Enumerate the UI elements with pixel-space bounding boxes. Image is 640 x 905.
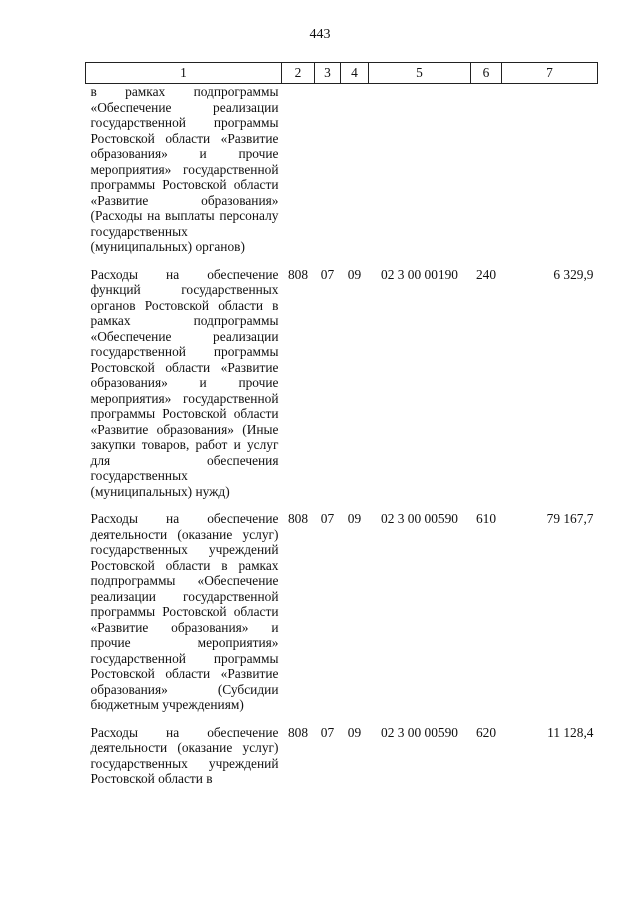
- row-section: 07: [320, 511, 335, 526]
- table-body: [86, 84, 598, 799]
- row-type: 240: [475, 266, 497, 282]
- row-subsection: 09: [347, 511, 362, 526]
- row-section: [315, 84, 341, 267]
- row-subsection: 09: [347, 724, 362, 740]
- row-description: Расходы на обеспечение деятельности (оказание услуг) государственных учреждений Ростовской области в: [90, 724, 279, 786]
- row-amount: [502, 84, 598, 267]
- row-description: Расходы на обеспечение деятельности (оказание услуг) государственных учреждений Ростовской области в рамках подпрограммы «Обеспечение реализации государственной программы Ростовской области «Развитие образования» и прочие мероприятия» государственной программы Ростовской области «Развитие образования» (Субсидии бюджетным учреждениям): [90, 511, 279, 712]
- row-amount: 79 167,7: [546, 511, 594, 526]
- row-target: 02 3 00 00190: [381, 266, 458, 282]
- row-amount: 11 128,4: [547, 724, 594, 740]
- row-target: 02 3 00 00590: [381, 724, 458, 740]
- row-ministry: 808: [287, 724, 309, 740]
- column-header-amount: 7: [502, 63, 598, 84]
- row-subsection: 09: [347, 266, 362, 282]
- row-ministry: [282, 84, 315, 267]
- table-row: [86, 84, 598, 267]
- row-type: 620: [475, 724, 497, 740]
- column-header-target: 5: [369, 63, 471, 84]
- column-header-description: 1: [86, 63, 282, 84]
- row-ministry: 808: [287, 266, 309, 282]
- row-amount: 6 329,9: [553, 266, 594, 282]
- row-section: 07: [320, 266, 335, 282]
- budget-table: [85, 62, 598, 799]
- row-target: 02 3 00 00590: [381, 511, 458, 526]
- row-description: в рамках подпрограммы «Обеспечение реализации государственной программы Ростовской области «Развитие образования» и прочие мероприятия» государственной программы Ростовской области «Развитие образования» (Расходы на выплаты персоналу государственных (муниципальных) органов): [90, 84, 279, 254]
- table-row: [86, 725, 598, 799]
- row-description: Расходы на обеспечение функций государственных органов Ростовской области в рамках подпрограммы «Обеспечение реализации государственной программы Ростовской области «Развитие образования» и прочие мероприятия» государственной программы Ростовской области «Развитие образования» (Иные закупки товаров, работ и услуг для обеспечения государственных (муниципальных) нужд): [90, 266, 279, 499]
- table-row: [86, 511, 598, 725]
- column-header-ministry: 2: [282, 63, 315, 84]
- page-number: 443: [309, 27, 331, 42]
- column-header-subsection: 4: [341, 63, 369, 84]
- column-header-section: 3: [315, 63, 341, 84]
- column-header-type: 6: [471, 63, 502, 84]
- row-subsection: [341, 84, 369, 267]
- row-type: 610: [475, 511, 497, 526]
- row-target: [369, 84, 471, 267]
- row-type: [471, 84, 502, 267]
- table-row: [86, 267, 598, 512]
- row-section: 07: [320, 724, 335, 740]
- header-row: [86, 63, 598, 84]
- table-header: [86, 63, 598, 84]
- row-ministry: 808: [287, 511, 309, 526]
